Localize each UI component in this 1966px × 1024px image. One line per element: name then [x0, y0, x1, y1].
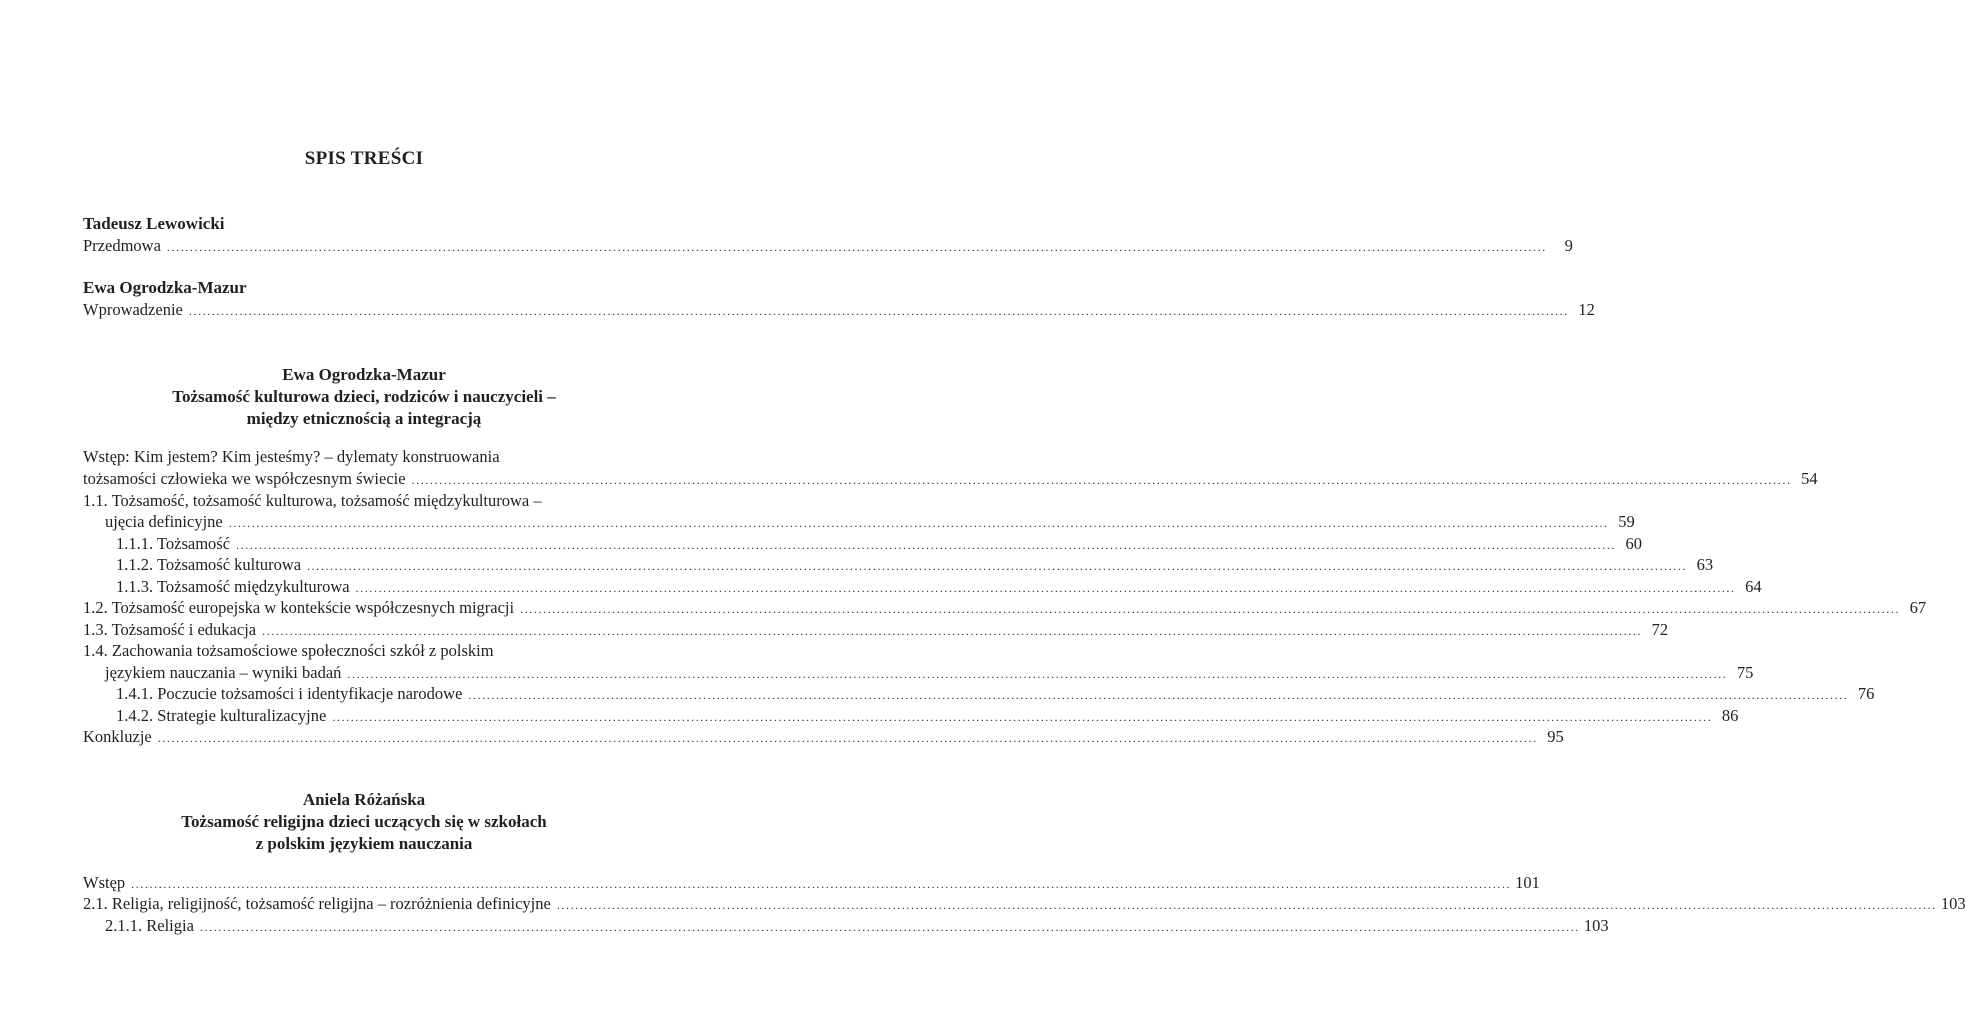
chapter-heading — [83, 789, 645, 855]
entry-label: 1.3. Tożsamość i edukacja — [83, 620, 257, 639]
dot-leader: ............................................................................................................................................................................................................................................................................................................ — [332, 710, 1713, 724]
entry-label: 1.1.3. Tożsamość międzykulturowa — [116, 577, 350, 596]
entry-page-number: 64 — [1745, 577, 1762, 596]
entry-page-number: 67 — [1909, 598, 1927, 617]
author-name: Ewa Ogrodzka-Mazur — [83, 278, 247, 297]
entry-page-number: 9 — [1564, 236, 1573, 255]
entry-label: 1.2. Tożsamość europejska w kontekście współczesnych migracji — [83, 598, 515, 617]
entry-page-number: 60 — [1625, 534, 1643, 553]
dot-leader: ............................................................................................................................................................................................................................................................................................................ — [347, 667, 1728, 681]
dot-leader: ............................................................................................................................................................................................................................................................................................................ — [556, 898, 1937, 912]
entry-page-number: 72 — [1651, 620, 1669, 639]
entry-page-number: 103 — [1583, 916, 1609, 935]
entry-label: 2.1.1. Religia — [105, 916, 194, 935]
entry-label: 2.1. Religia, religijność, tożsamość religijna – rozróżnienia definicyjne — [83, 894, 551, 913]
entry-label: 1.1.1. Tożsamość — [116, 534, 231, 553]
toc-entry — [83, 446, 646, 468]
toc-entry — [116, 533, 1643, 555]
toc-entry — [105, 662, 1754, 684]
entry-page-number: 103 — [1940, 894, 1966, 913]
dot-leader: ............................................................................................................................................................................................................................................................................................................ — [262, 624, 1643, 638]
chapter-author: Ewa Ogrodzka-Mazur — [282, 365, 446, 384]
entry-label: ujęcia definicyjne — [105, 512, 223, 531]
toc-entry — [116, 576, 1762, 598]
toc-entry — [83, 872, 1540, 894]
dot-leader: ............................................................................................................................................................................................................................................................................................................ — [188, 304, 1569, 318]
entry-page-number: 95 — [1547, 727, 1564, 746]
dot-leader: ............................................................................................................................................................................................................................................................................................................ — [166, 240, 1547, 254]
dot-leader: ............................................................................................................................................................................................................................................................................................................ — [157, 731, 1538, 745]
toc-entry — [83, 468, 1818, 490]
author-name: Tadeusz Lewowicki — [83, 214, 225, 233]
entry-page-number: 101 — [1515, 873, 1540, 892]
toc-entry — [83, 299, 1595, 321]
dot-leader: ............................................................................................................................................................................................................................................................................................................ — [355, 581, 1736, 595]
toc-entry — [83, 235, 1573, 257]
chapter-title-line: Tożsamość religijna dzieci uczących się w szkołach — [181, 812, 547, 831]
toc-entry — [116, 554, 1714, 576]
entry-label: Przedmowa — [83, 236, 161, 255]
dot-leader: ............................................................................................................................................................................................................................................................................................................ — [520, 602, 1901, 616]
entry-page-number: 86 — [1721, 706, 1739, 725]
entry-label: Wprowadzenie — [83, 300, 183, 319]
entry-label: Wstęp — [83, 873, 126, 892]
entry-label: Wstęp: Kim jestem? Kim jesteśmy? – dylematy konstruowania — [83, 447, 500, 466]
entry-page-number: 59 — [1618, 512, 1635, 531]
chapter-heading — [83, 364, 645, 430]
entry-label: tożsamości człowieka we współczesnym świecie — [83, 469, 406, 488]
entry-page-number: 54 — [1801, 469, 1818, 488]
chapter-title-line: między etnicznością a integracją — [246, 409, 482, 428]
dot-leader: ............................................................................................................................................................................................................................................................................................................ — [236, 538, 1617, 552]
entry-label: Konkluzje — [83, 727, 152, 746]
dot-leader: ............................................................................................................................................................................................................................................................................................................ — [307, 559, 1688, 573]
entry-label: 1.4.2. Strategie kulturalizacyjne — [116, 706, 327, 725]
toc-entry — [83, 640, 646, 662]
dot-leader: ............................................................................................................................................................................................................................................................................................................ — [228, 516, 1609, 530]
toc-entry — [116, 683, 1875, 705]
entry-page-number: 76 — [1857, 684, 1875, 703]
toc-entry — [105, 511, 1635, 533]
entry-label: 1.1.2. Tożsamość kulturowa — [116, 555, 302, 574]
dot-leader: ............................................................................................................................................................................................................................................................................................................ — [468, 688, 1849, 702]
entry-label: 1.4. Zachowania tożsamościowe społeczności szkół z polskim — [83, 641, 494, 660]
chapter-title-line: z polskim językiem nauczania — [255, 834, 473, 853]
entry-page-number: 75 — [1736, 663, 1754, 682]
entry-label: 1.1. Tożsamość, tożsamość kulturowa, tożsamość międzykulturowa – — [83, 491, 542, 510]
toc-entry — [83, 597, 1927, 619]
dot-leader: ............................................................................................................................................................................................................................................................................................................ — [199, 920, 1580, 934]
page-title: SPIS TREŚCI — [304, 148, 424, 169]
entry-label: 1.4.1. Poczucie tożsamości i identyfikacje narodowe — [116, 684, 463, 703]
dot-leader: ............................................................................................................................................................................................................................................................................................................ — [131, 877, 1512, 891]
toc-entry — [83, 490, 646, 512]
dot-leader: ............................................................................................................................................................................................................................................................................................................ — [411, 473, 1792, 487]
toc-entry — [116, 705, 1739, 727]
toc-entry — [83, 726, 1564, 748]
chapter-title-line: Tożsamość kulturowa dzieci, rodziców i nauczycieli – — [172, 387, 556, 406]
entry-label: językiem nauczania – wyniki badań — [105, 663, 342, 682]
chapter-author: Aniela Różańska — [302, 790, 426, 809]
toc-entry — [83, 893, 1966, 915]
toc-entry — [83, 619, 1669, 641]
entry-page-number: 63 — [1696, 555, 1714, 574]
toc-entry — [105, 915, 1609, 937]
entry-page-number: 12 — [1578, 300, 1595, 319]
